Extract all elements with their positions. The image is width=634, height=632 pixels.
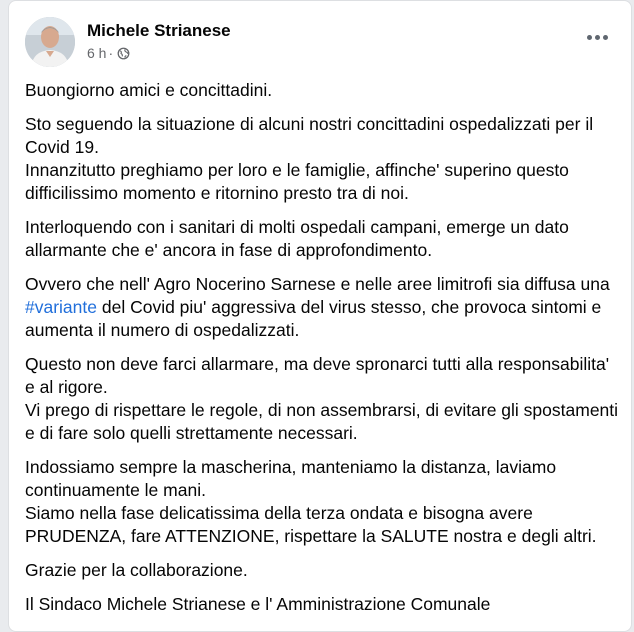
- post-paragraph: Buongiorno amici e concittadini.: [25, 80, 273, 100]
- post-paragraph: [25, 273, 619, 342]
- post-card: [8, 0, 632, 632]
- more-dot-icon: [587, 35, 592, 40]
- avatar[interactable]: [25, 17, 75, 67]
- post-paragraph: Sto seguendo la situazione di alcuni nostri concittadini ospedalizzati per il Covid 19. Innanzitutto preghiamo per loro e le famiglie, affinche' superino questo difficilissimo momento e ritornino presto tra di noi.: [25, 114, 594, 203]
- more-options-button[interactable]: [579, 19, 615, 55]
- post-body: [25, 79, 619, 627]
- avatar-photo: [25, 17, 75, 67]
- post-paragraph: Questo non deve farci allarmare, ma deve spronarci tutti alla responsabilita' e al rigore. Vi prego di rispettare le regole, di non assembrarsi, di evitare gli spostamenti e di fare solo quelli strettamente necessari.: [25, 354, 619, 443]
- more-dot-icon: [603, 35, 608, 40]
- hashtag-link[interactable]: #variante: [25, 297, 97, 317]
- meta-separator: ·: [108, 45, 114, 61]
- post-paragraph: Interloquendo con i sanitari di molti ospedali campani, emerge un dato allarmante che e' ancora in fase di approfondimento.: [25, 217, 569, 260]
- paragraph-text: del Covid piu' aggressiva del virus stesso, che provoca sintomi e aumenta il numero di ospedalizzati.: [25, 297, 602, 340]
- globe-icon[interactable]: [117, 47, 130, 60]
- paragraph-text: Ovvero che nell' Agro Nocerino Sarnese e nelle aree limitrofi sia diffusa una: [25, 274, 610, 294]
- post-paragraph: Indossiamo sempre la mascherina, manteniamo la distanza, laviamo continuamente le mani. Siamo nella fase delicatissima della terza ondata e bisogna avere PRUDENZA, fare ATTENZIONE, rispettare la SALUTE nostra e degli altri.: [25, 457, 597, 546]
- post-header: [25, 17, 615, 67]
- post-meta: [87, 45, 130, 61]
- post-time[interactable]: 6 h: [87, 45, 107, 61]
- author-name[interactable]: Michele Strianese: [87, 21, 231, 40]
- more-dot-icon: [595, 35, 600, 40]
- post-paragraph: Grazie per la collaborazione.: [25, 560, 248, 580]
- post-paragraph: Il Sindaco Michele Strianese e l' Amministrazione Comunale: [25, 594, 491, 614]
